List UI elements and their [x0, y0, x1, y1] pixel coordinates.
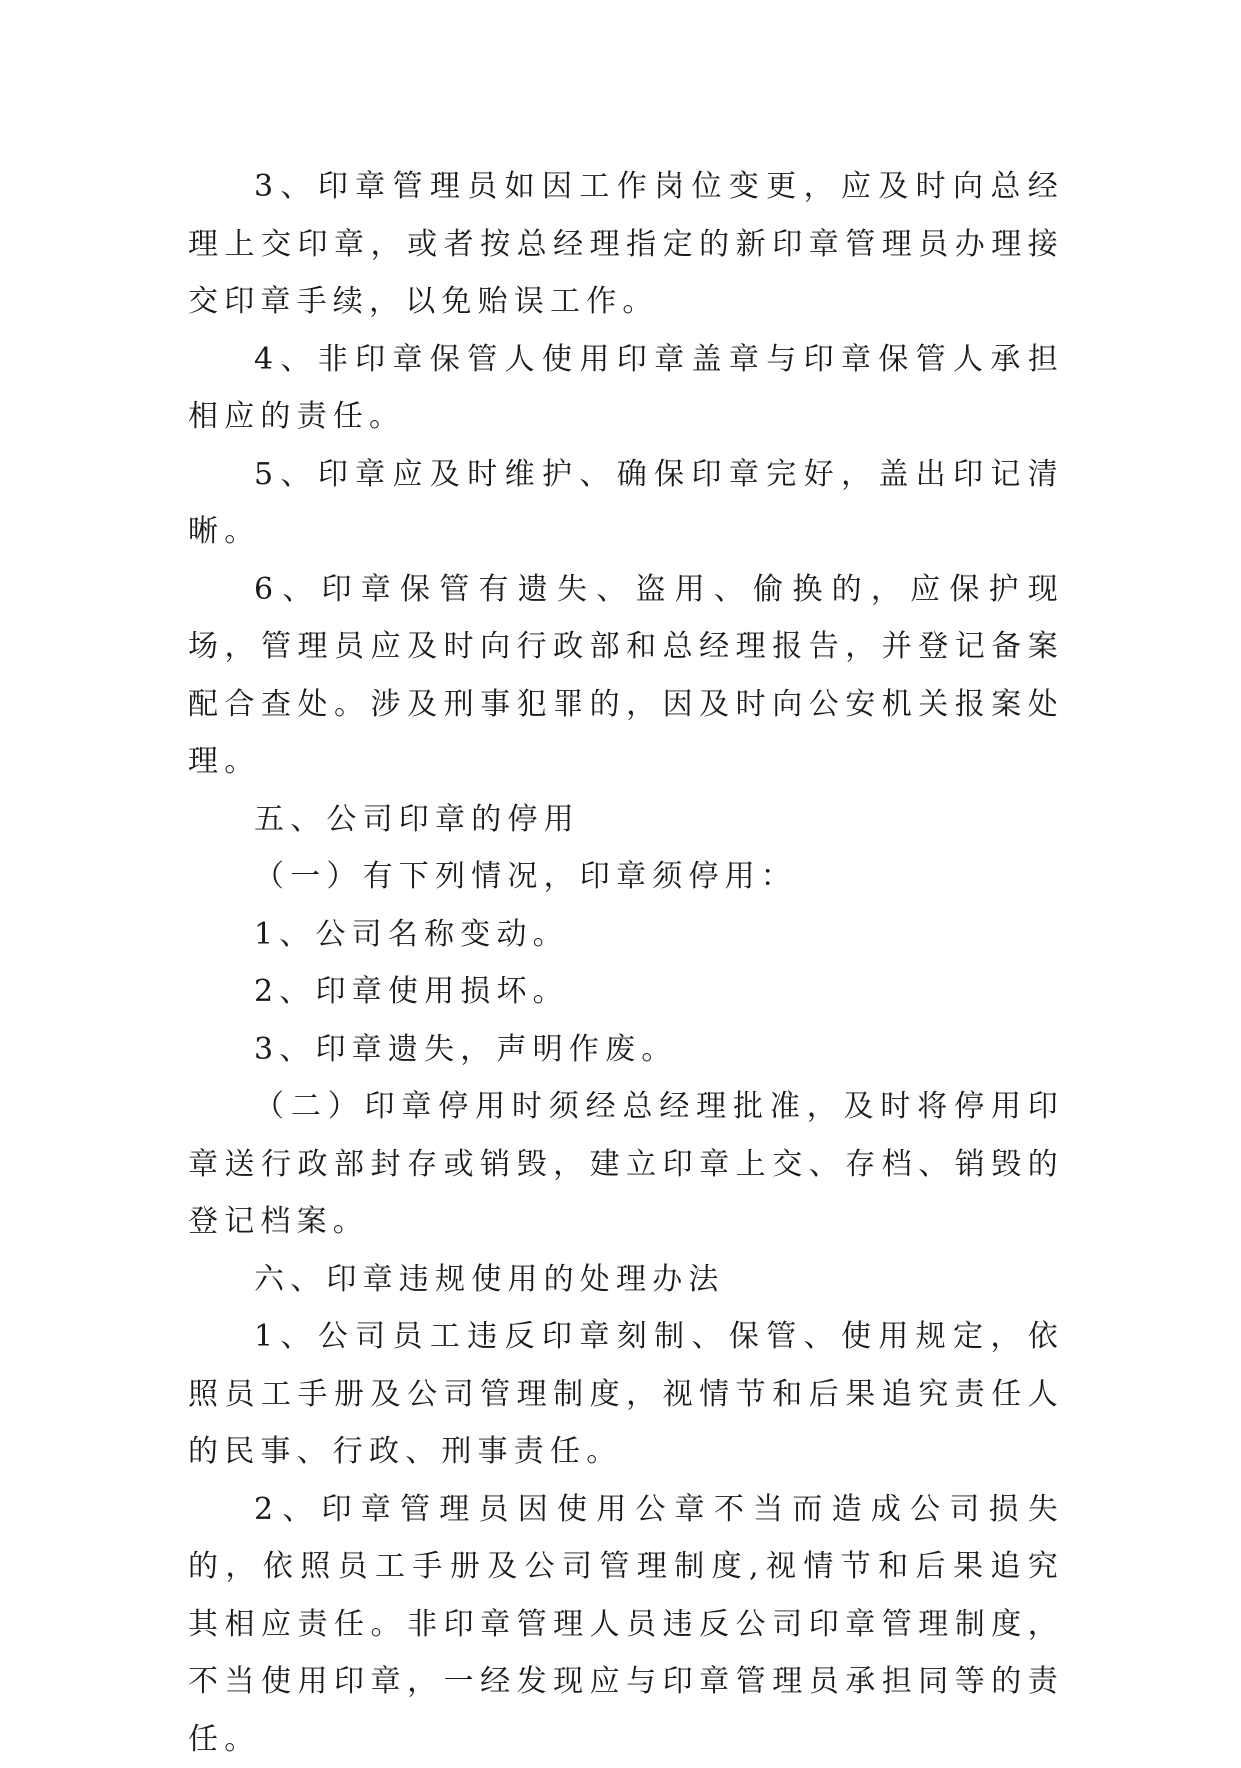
section-heading-6-violation-handling: 六、印章违规使用的处理办法 — [188, 1251, 1064, 1309]
document-page — [188, 158, 1064, 1768]
paragraph-violation-2-admin: 2、印章管理员因使用公章不当而造成公司损失的，依照员工手册及公司管理制度,视情节和后果追究其相应责任。非印章管理人员违反公司印章管理制度，不当使用印章，一经发现应与印章管理员承担同等的责任。 — [188, 1481, 1064, 1768]
subsection-heading-2-deactivation-approval: （二）印章停用时须经总经理批准，及时将停用印章送行政部封存或销毁，建立印章上交、存档、销毁的登记档案。 — [188, 1078, 1064, 1251]
paragraph-5-seal-maintenance: 5、印章应及时维护、确保印章完好，盖出印记清晰。 — [188, 446, 1064, 561]
paragraph-4-non-custodian-liability: 4、非印章保管人使用印章盖章与印章保管人承担相应的责任。 — [188, 331, 1064, 446]
paragraph-6-seal-loss-handling: 6、印章保管有遗失、盗用、偷换的，应保护现场，管理员应及时向行政部和总经理报告，并登记备案配合查处。涉及刑事犯罪的，因及时向公安机关报案处理。 — [188, 561, 1064, 791]
list-item-seal-damage: 2、印章使用损坏。 — [188, 963, 1064, 1021]
paragraph-violation-1-employee: 1、公司员工违反印章刻制、保管、使用规定，依照员工手册及公司管理制度，视情节和后果追究责任人的民事、行政、刑事责任。 — [188, 1308, 1064, 1481]
section-heading-5-seal-deactivation: 五、公司印章的停用 — [188, 791, 1064, 849]
subsection-heading-1-conditions: （一）有下列情况，印章须停用： — [188, 848, 1064, 906]
paragraph-3-seal-admin-transfer: 3、印章管理员如因工作岗位变更，应及时向总经理上交印章，或者按总经理指定的新印章管理员办理接交印章手续，以免贻误工作。 — [188, 158, 1064, 331]
list-item-seal-lost: 3、印章遗失，声明作废。 — [188, 1021, 1064, 1079]
list-item-name-change: 1、公司名称变动。 — [188, 906, 1064, 964]
